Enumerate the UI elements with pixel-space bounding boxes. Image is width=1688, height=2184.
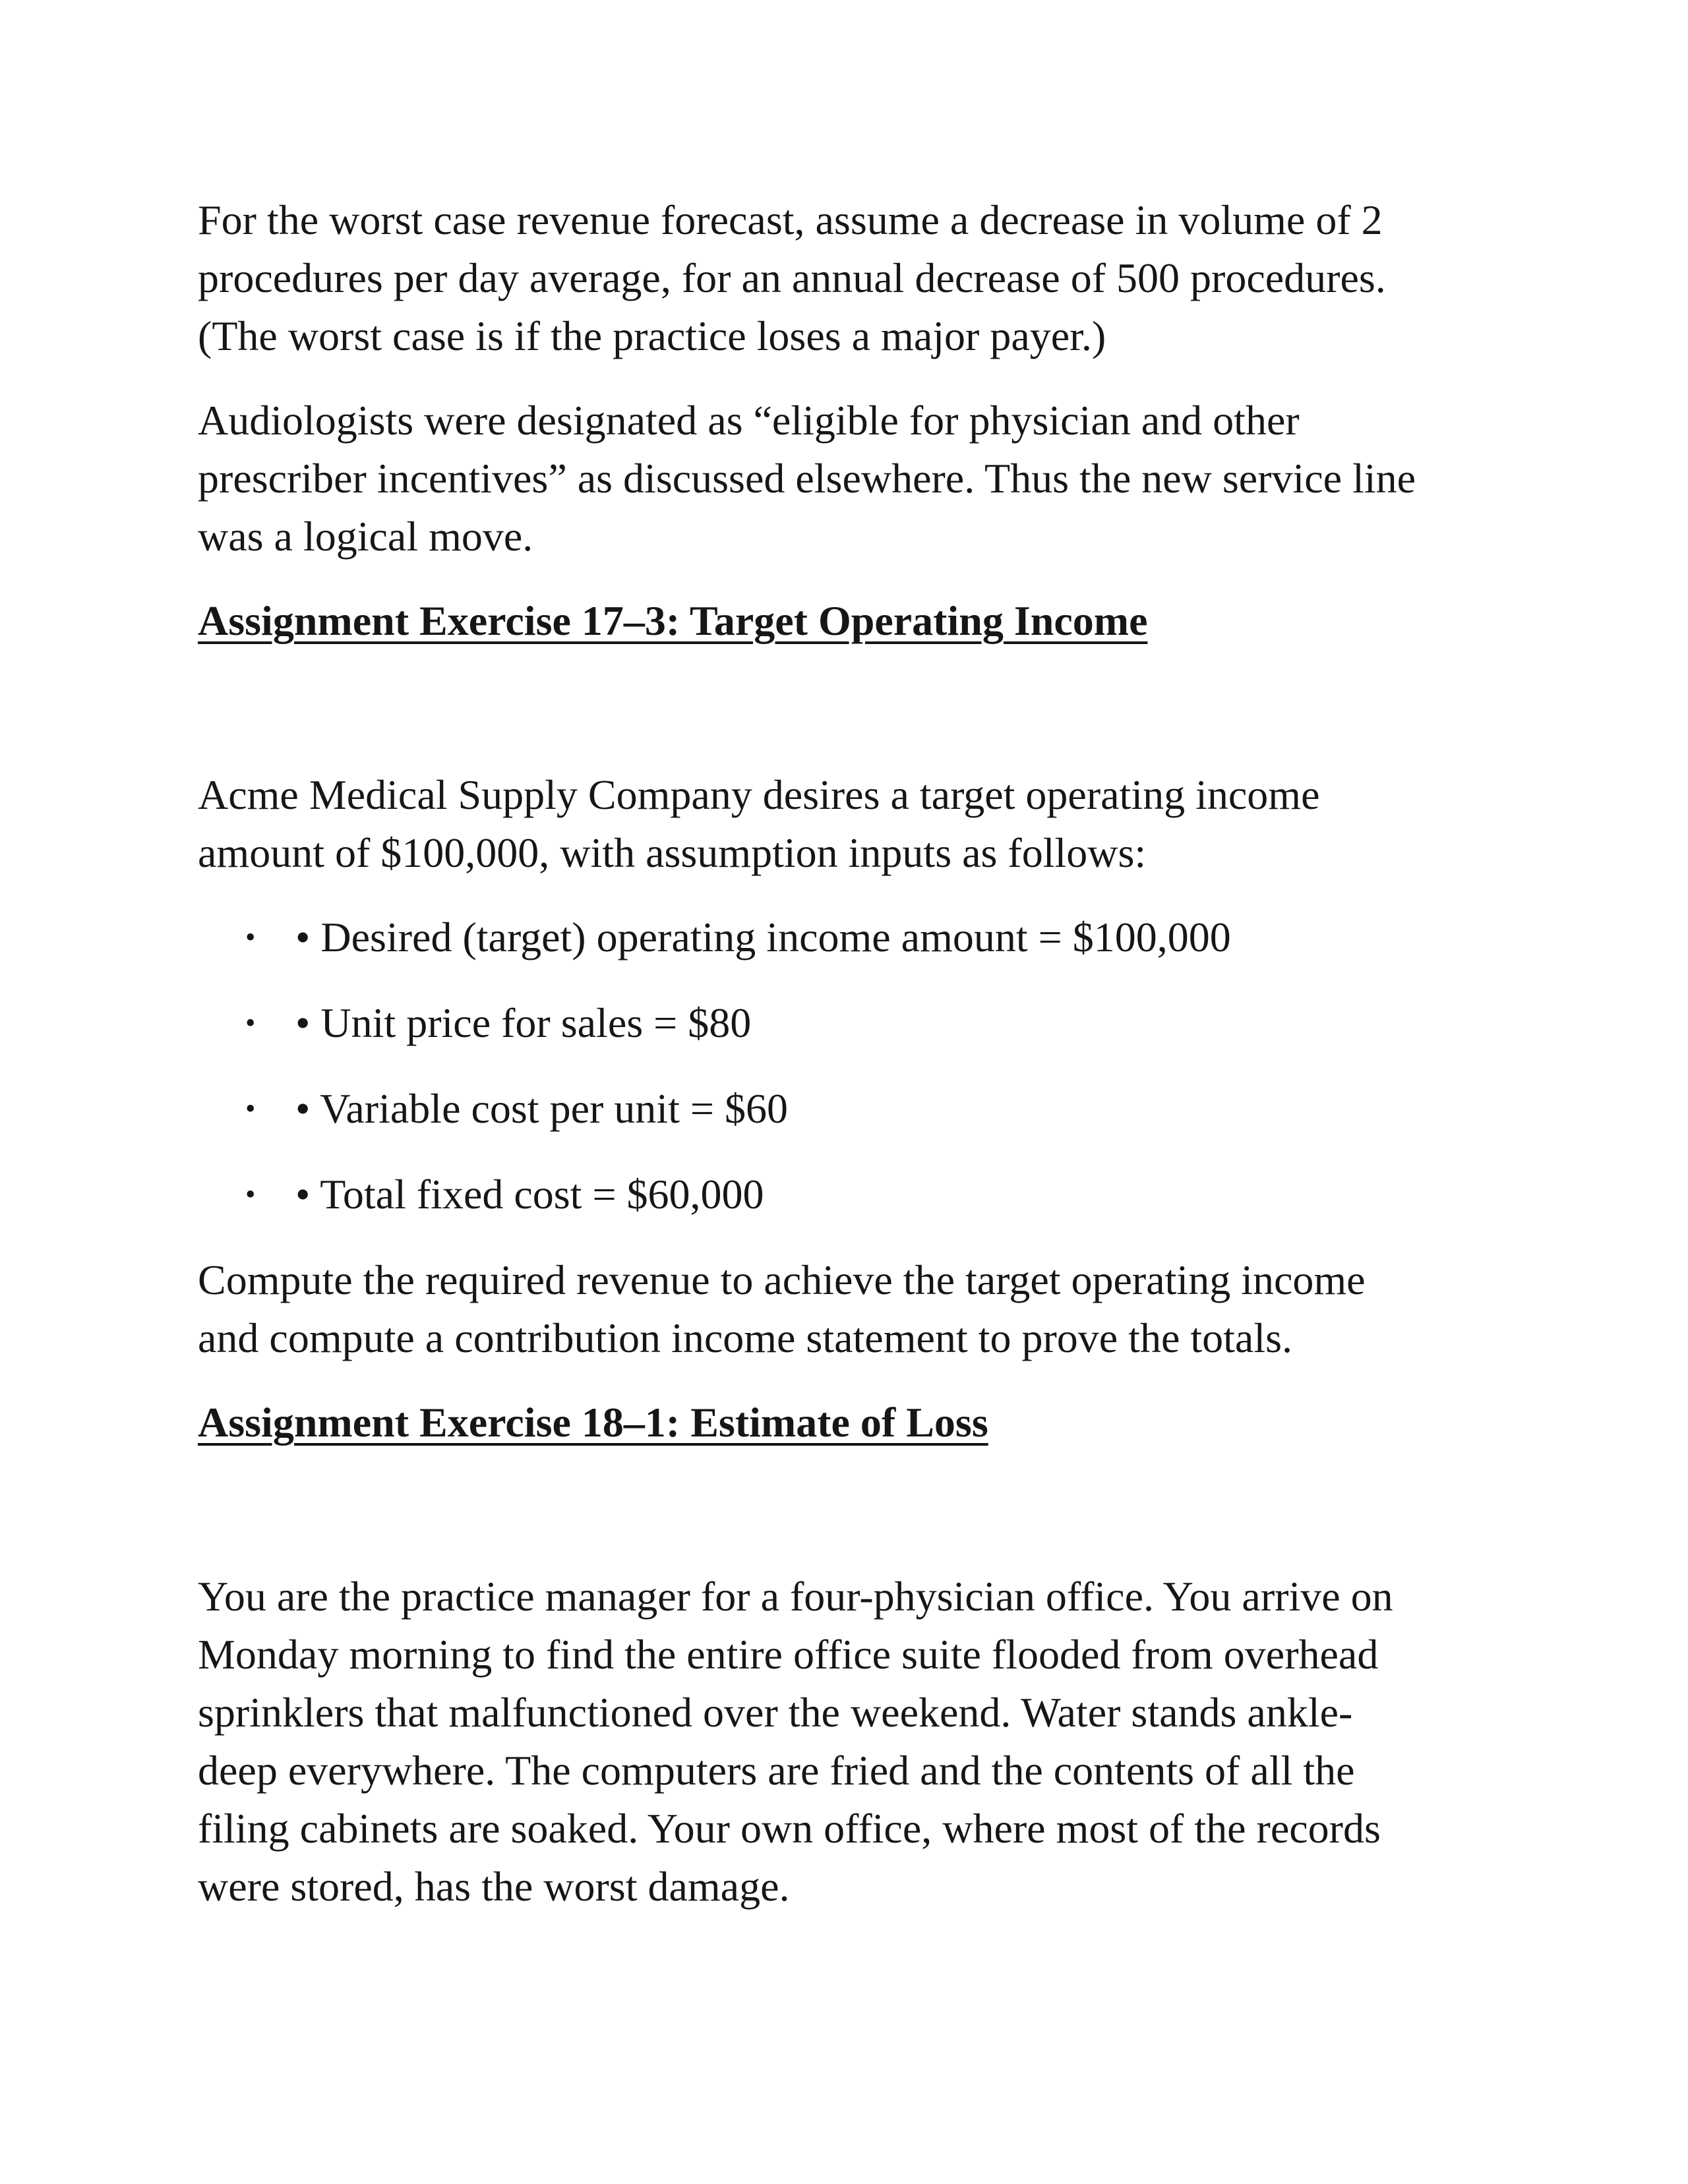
paragraph-worst-case-forecast [198,191,1517,365]
text-line: Acme Medical Supply Company desires a target operating income [198,771,1320,818]
list-item-text: • Total fixed cost = $60,000 [295,1171,764,1218]
bullet-dot: • [245,1007,256,1039]
list-item [198,1166,1517,1224]
text-line: filing cabinets are soaked. Your own office, where most of the records [198,1805,1381,1852]
text-line: were stored, has the worst damage. [198,1863,790,1910]
assumption-list [198,908,1517,1224]
paragraph-audiologists [198,392,1517,566]
paragraph-acme-intro [198,766,1517,882]
text-line: Audiologists were designated as “eligible for physician and other [198,397,1300,444]
text-line: sprinklers that malfunctioned over the weekend. Water stands ankle- [198,1689,1353,1736]
heading-exercise-18-1: Assignment Exercise 18–1: Estimate of Loss [198,1399,988,1446]
heading-exercise-17-3: Assignment Exercise 17–3: Target Operating Income [198,597,1148,644]
paragraph-practice-manager [198,1568,1517,1916]
text-line: was a logical move. [198,513,533,560]
document-page [198,191,1517,1942]
spacer [198,1452,1517,1568]
list-item-text: • Desired (target) operating income amount = $100,000 [295,914,1231,960]
list-item [198,994,1517,1052]
text-line: and compute a contribution income statement to prove the totals. [198,1314,1292,1361]
list-item [198,908,1517,966]
text-line: Monday morning to find the entire office suite flooded from overhead [198,1631,1379,1678]
list-item [198,1080,1517,1138]
text-line: You are the practice manager for a four-physician office. You arrive on [198,1573,1393,1620]
text-line: amount of $100,000, with assumption inputs as follows: [198,829,1147,876]
spacer [198,650,1517,766]
text-line: deep everywhere. The computers are fried and the contents of all the [198,1747,1355,1794]
text-line: (The worst case is if the practice loses a major payer.) [198,312,1106,359]
text-line: Compute the required revenue to achieve the target operating income [198,1256,1366,1303]
paragraph-compute-instructions [198,1251,1517,1367]
bullet-dot: • [245,1178,256,1210]
text-line: procedures per day average, for an annual decrease of 500 procedures. [198,254,1386,301]
bullet-dot: • [245,921,256,953]
list-item-text: • Unit price for sales = $80 [295,999,752,1046]
list-item-text: • Variable cost per unit = $60 [295,1085,788,1132]
text-line: For the worst case revenue forecast, assume a decrease in volume of 2 [198,196,1383,243]
bullet-dot: • [245,1092,256,1125]
text-line: prescriber incentives” as discussed elsewhere. Thus the new service line [198,455,1416,502]
